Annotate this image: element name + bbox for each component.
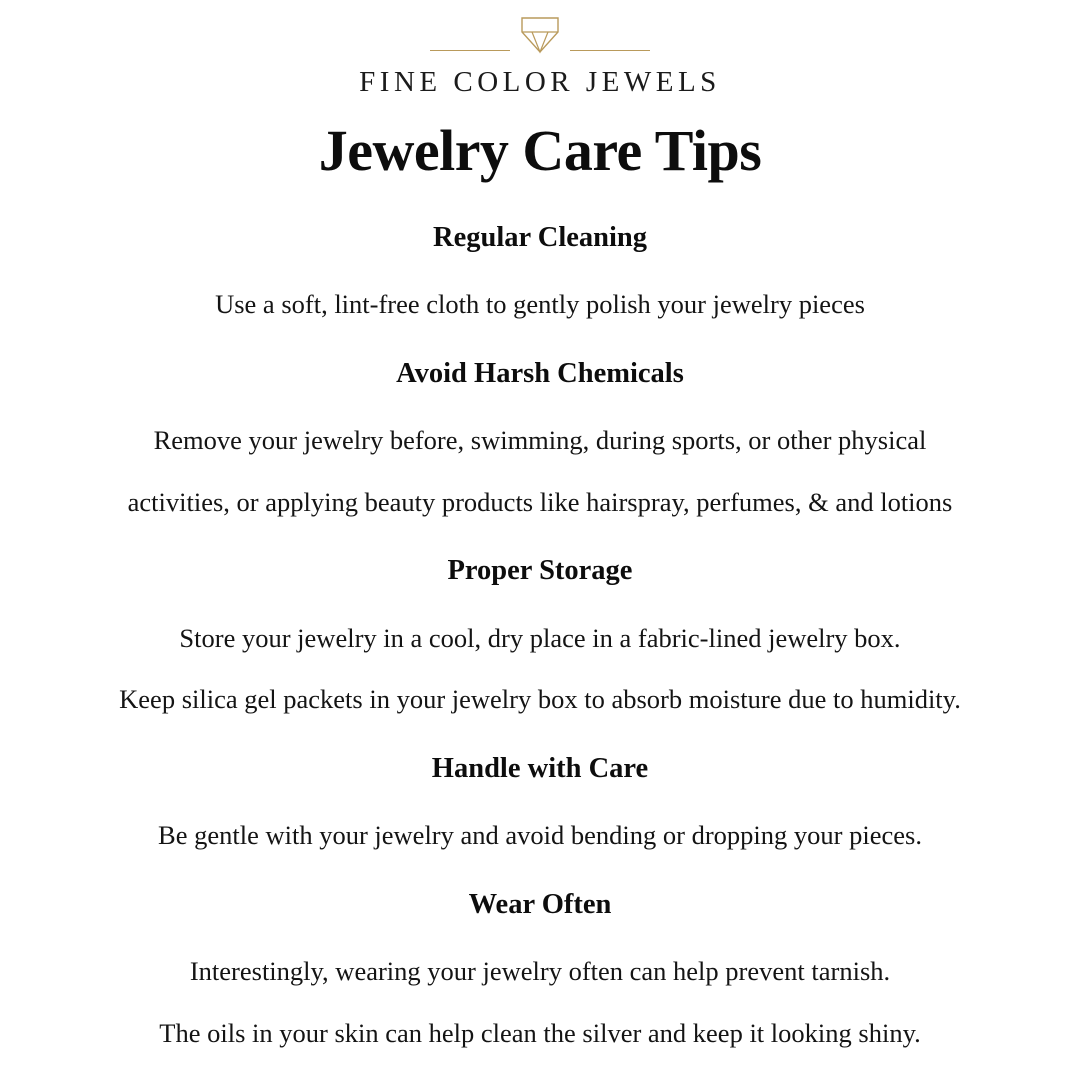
section-proper-storage — [0, 554, 1080, 718]
section-heading: Avoid Harsh Chemicals — [396, 357, 684, 389]
section-avoid-harsh-chemicals — [0, 357, 1080, 521]
section-heading: Regular Cleaning — [432, 221, 648, 253]
brand-name: FINE COLOR JEWELS — [359, 66, 721, 98]
diamond-gem-icon — [517, 12, 563, 65]
logo-rule-right — [570, 50, 650, 51]
section-line: Keep silica gel packets in your jewelry box to absorb moisture due to humidity. — [119, 684, 961, 715]
section-handle-with-care — [0, 752, 1080, 854]
care-tips-content — [0, 221, 1080, 1052]
section-regular-cleaning — [0, 221, 1080, 323]
section-wear-often — [0, 888, 1080, 1052]
section-line: Interestingly, wearing your jewelry often can help prevent tarnish. — [189, 956, 891, 987]
section-line: Store your jewelry in a cool, dry place in a fabric-lined jewelry box. — [179, 622, 901, 653]
section-line: Remove your jewelry before, swimming, during sports, or other physical — [153, 424, 927, 455]
section-heading: Proper Storage — [447, 555, 633, 587]
section-line: activities, or applying beauty products like hairspray, perfumes, & and lotions — [127, 486, 953, 517]
section-line: The oils in your skin can help clean the silver and keep it looking shiny. — [159, 1018, 921, 1049]
section-heading: Wear Often — [468, 889, 612, 921]
section-line: Use a soft, lint-free cloth to gently polish your jewelry pieces — [215, 288, 865, 319]
page-title: Jewelry Care Tips — [318, 118, 762, 183]
brand-logo-mark — [390, 8, 690, 64]
logo-rule-left — [430, 50, 510, 51]
section-heading: Handle with Care — [431, 753, 649, 785]
brand-header — [0, 0, 1080, 99]
section-line: Be gentle with your jewelry and avoid bending or dropping your pieces. — [158, 820, 922, 851]
